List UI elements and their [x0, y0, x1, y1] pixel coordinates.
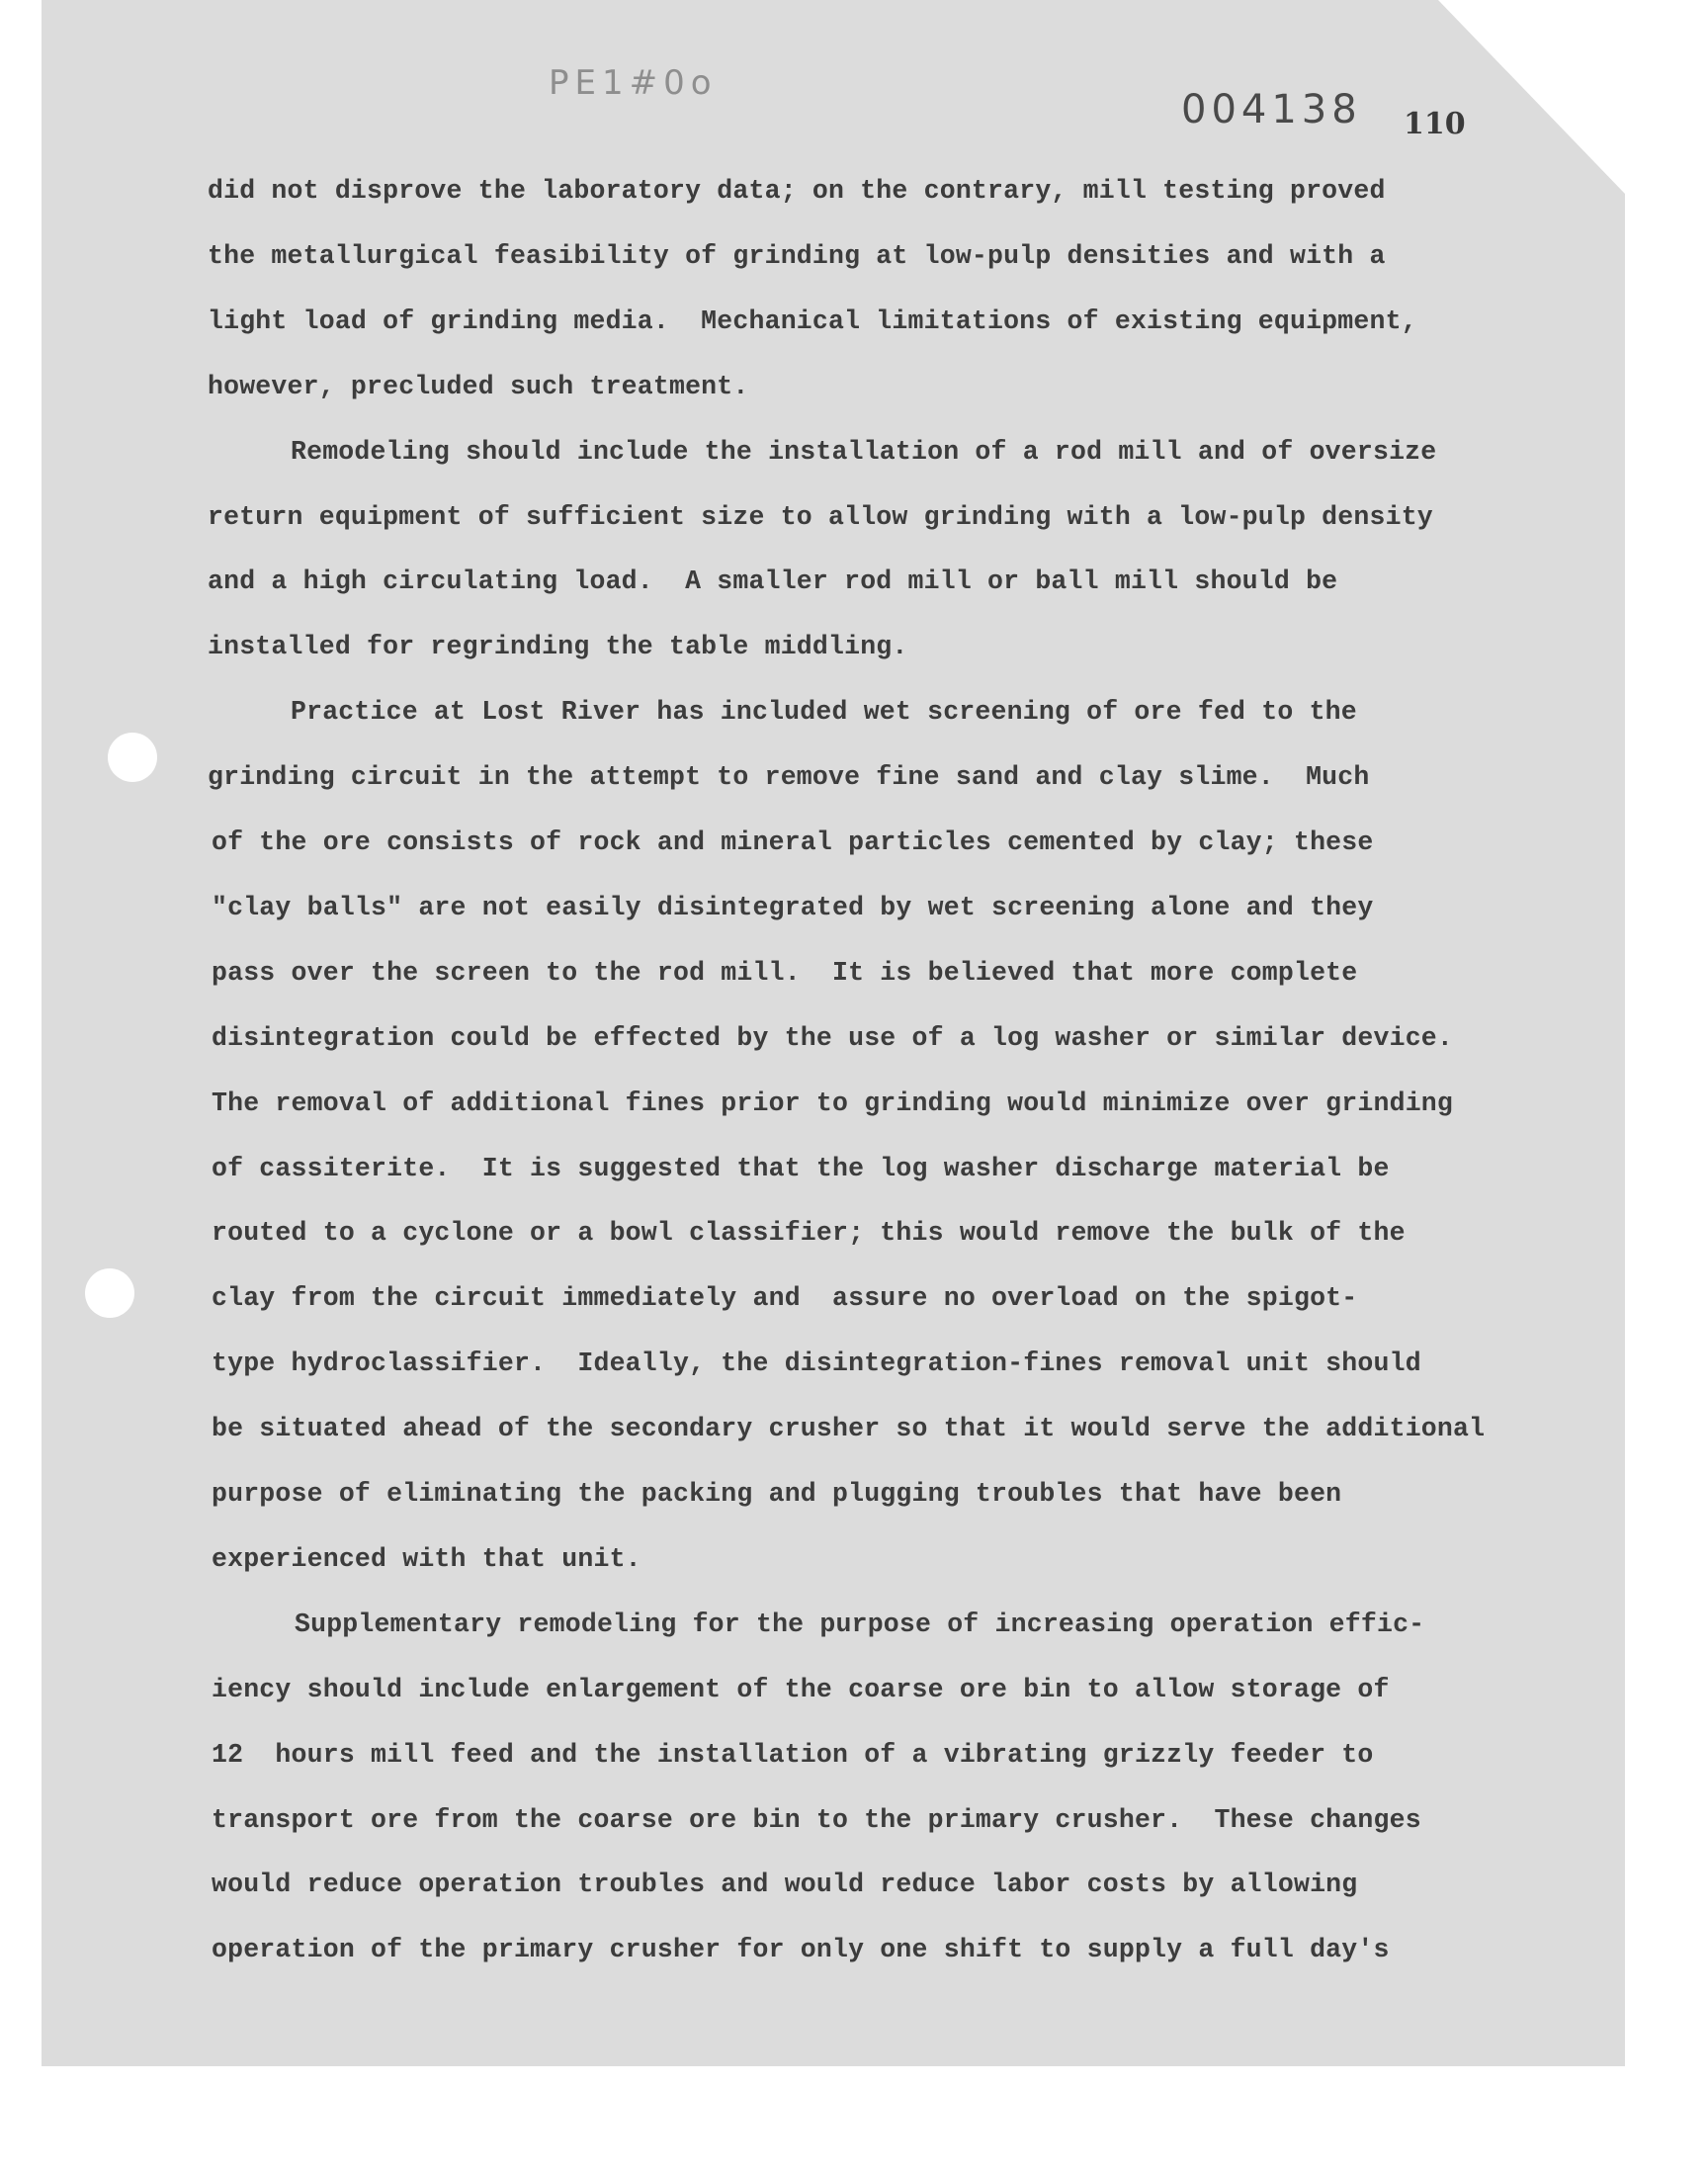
text-line: clay from the circuit immediately and assure no overload on the spigot-: [212, 1283, 1358, 1314]
text-line: The removal of additional fines prior to grinding would minimize over grinding: [212, 1088, 1454, 1118]
text-line: however, precluded such treatment.: [208, 371, 749, 401]
text-line: Supplementary remodeling for the purpose of increasing operation effic-: [295, 1609, 1425, 1639]
text-line: disintegration could be effected by the use of a log washer or similar device.: [212, 1022, 1454, 1053]
text-line: "clay balls" are not easily disintegrated by wet screening alone and they: [212, 892, 1374, 922]
text-line: purpose of eliminating the packing and plugging troubles that have been: [212, 1479, 1342, 1509]
text-line: the metallurgical feasibility of grinding at low-pulp densities and with a: [208, 240, 1386, 271]
faint-stamp: PE1#0o: [549, 63, 718, 103]
punch-hole: [85, 1268, 134, 1318]
page-number: 110: [1404, 107, 1466, 141]
text-line: and a high circulating load. A smaller rod mill or ball mill should be: [208, 566, 1338, 597]
text-line: of the ore consists of rock and mineral particles cemented by clay; these: [212, 827, 1374, 857]
text-line: would reduce operation troubles and would reduce labor costs by allowing: [212, 1870, 1358, 1900]
text-line: experienced with that unit.: [212, 1543, 641, 1574]
text-line: transport ore from the coarse ore bin to the primary crusher. These changes: [212, 1804, 1421, 1835]
text-line: of cassiterite. It is suggested that the log washer discharge material be: [212, 1153, 1390, 1183]
text-line: 12 hours mill feed and the installation of a vibrating grizzly feeder to: [212, 1739, 1374, 1770]
text-line: return equipment of sufficient size to allow grinding with a low-pulp density: [208, 501, 1433, 532]
text-line: be situated ahead of the secondary crusher so that it would serve the additional: [212, 1414, 1486, 1444]
text-line: grinding circuit in the attempt to remove fine sand and clay slime. Much: [208, 762, 1370, 793]
text-line: operation of the primary crusher for only one shift to supply a full day's: [212, 1935, 1390, 1965]
punch-hole: [108, 733, 157, 782]
text-line: installed for regrinding the table middling.: [208, 632, 908, 662]
text-line: type hydroclassifier. Ideally, the disintegration-fines removal unit should: [212, 1348, 1421, 1379]
text-line: Remodeling should include the installation of a rod mill and of oversize: [291, 436, 1437, 467]
text-line: Practice at Lost River has included wet screening of ore fed to the: [291, 697, 1357, 728]
text-line: routed to a cyclone or a bowl classifier; this would remove the bulk of the: [212, 1218, 1406, 1249]
text-line: iency should include enlargement of the coarse ore bin to allow storage of: [212, 1674, 1390, 1704]
text-line: pass over the screen to the rod mill. It is believed that more complete: [212, 957, 1358, 988]
text-line: light load of grinding media. Mechanical limitations of existing equipment,: [208, 305, 1417, 336]
document-number-stamp: 004138: [1181, 87, 1362, 132]
text-line: did not disprove the laboratory data; on the contrary, mill testing proved: [208, 176, 1386, 206]
